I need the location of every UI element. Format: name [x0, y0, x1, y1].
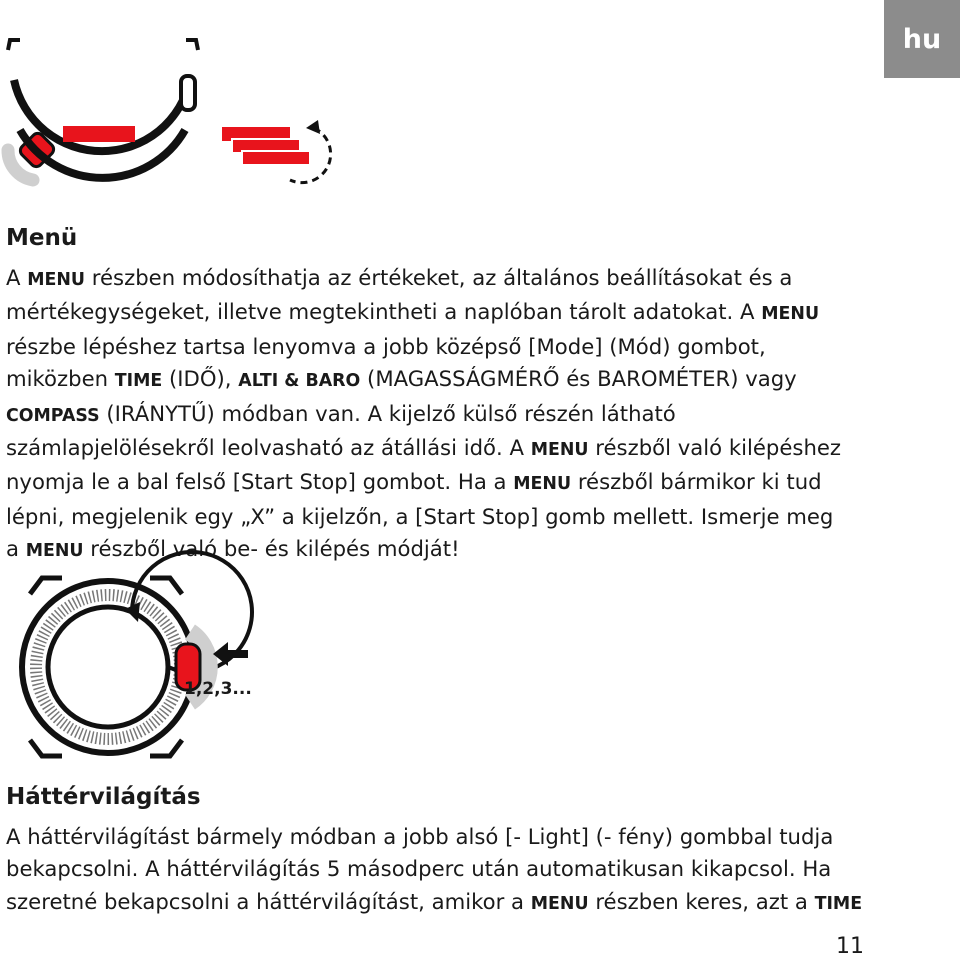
- text-run: részben módosíthatja az értékeket, az általános beállításokat és a: [85, 265, 793, 290]
- text-run: részből bármikor ki tud: [571, 469, 822, 495]
- text-run: A: [6, 265, 28, 290]
- text-run: (IDŐ),: [162, 366, 239, 392]
- mode-keyword: TIME: [814, 893, 863, 914]
- mode-keyword: TIME: [114, 371, 163, 392]
- mode-keyword: MENU: [25, 541, 84, 562]
- text-run: (MAGASSÁGMÉRŐ és BAROMÉTER) vagy: [360, 366, 797, 392]
- mode-keyword: MENU: [530, 893, 589, 914]
- text-line: [6, 501, 886, 533]
- menu-paragraph: [6, 262, 886, 568]
- text-line: [6, 363, 886, 397]
- text-run: részbe lépéshez tartsa lenyomva a jobb középső [Mode] (Mód) gombot,: [6, 333, 766, 359]
- text-run: lépni, megjelenik egy „X” a kijelzőn, a [Start Stop] gomb mellett. Ismerje meg: [6, 503, 834, 529]
- text-run: a: [6, 536, 26, 562]
- text-line: [6, 821, 886, 853]
- text-run: nyomja le a bal felső [Start Stop] gombot. Ha a: [6, 469, 514, 495]
- count-label: 1,2,3...: [184, 679, 252, 699]
- text-run: részből való be- és kilépés módját!: [83, 536, 460, 562]
- text-run: bekapcsolni. A háttérvilágítás 5 másodperc után automatikusan kikapcsol. Ha: [6, 856, 832, 882]
- text-run: számlapjelölésekről leolvasható az átállási idő. A: [6, 435, 531, 461]
- text-line: [6, 262, 886, 296]
- mode-keyword: MENU: [530, 440, 589, 461]
- text-run: A háttérvilágítást bármely módban a jobb alsó [- Light] (- fény) gombbal tudja: [6, 824, 834, 849]
- text-run: miközben: [6, 366, 115, 392]
- text-line: [6, 466, 886, 500]
- mode-keyword: MENU: [761, 304, 820, 325]
- watch-press-hold-illustration: [0, 572, 280, 762]
- text-run: mértékegységeket, illetve megtekintheti a naplóban tárolt adatokat. A: [6, 299, 762, 325]
- text-line: [6, 296, 886, 330]
- mode-keyword: MENU: [27, 270, 86, 290]
- backlight-paragraph: [6, 821, 886, 920]
- watch-start-stop-illustration: [0, 0, 360, 200]
- text-run: részben keres, azt a: [588, 888, 815, 914]
- text-line: [6, 533, 886, 567]
- language-tab: hu: [884, 0, 960, 78]
- text-run: (IRÁNYTŰ) módban van. A kijelző külső részén látható: [99, 400, 676, 426]
- menu-heading: Menü: [6, 225, 78, 251]
- text-line: [6, 886, 886, 920]
- text-line: [6, 432, 886, 466]
- backlight-heading: Háttérvilágítás: [6, 784, 201, 810]
- text-run: részből való kilépéshez: [588, 435, 842, 461]
- text-line: [6, 853, 886, 885]
- mode-keyword: ALTI & BARO: [238, 371, 361, 392]
- page-number: 11: [836, 934, 864, 959]
- text-run: szeretné bekapcsolni a háttérvilágítást, amikor a: [6, 888, 531, 914]
- text-line: [6, 398, 886, 432]
- mode-keyword: COMPASS: [6, 405, 100, 426]
- text-line: [6, 331, 886, 363]
- mode-keyword: MENU: [513, 474, 572, 495]
